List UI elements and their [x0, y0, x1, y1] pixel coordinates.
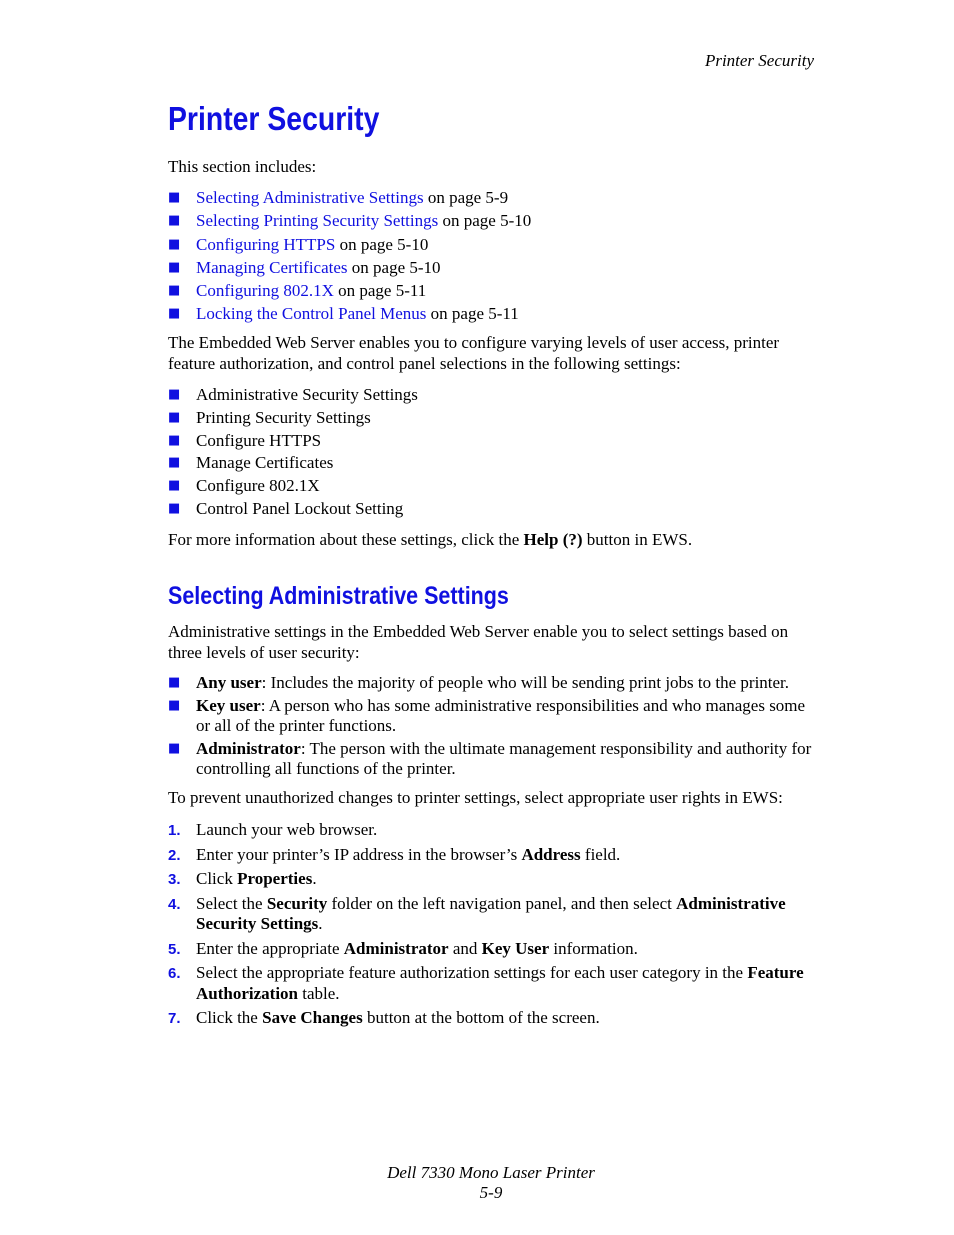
running-header: Printer Security — [704, 51, 814, 70]
user-level-desc: : Includes the majority of people who will be sending print jobs to the printer. — [261, 673, 790, 692]
toc-page-ref: on page 5-9 — [423, 188, 509, 207]
user-level-term: Key user — [196, 695, 261, 715]
section-intro: Administrative settings in the Embedded Web Server enable you to select settings based on three levels of user security: — [168, 622, 789, 662]
settings-item-label: Configure HTTPS — [196, 430, 322, 450]
step-bold-term: Administrator — [343, 938, 449, 958]
user-level-desc: : The person with the ultimate management responsibility and authority for controlling all functions of the printer. — [196, 738, 812, 778]
square-bullet-icon: ■ — [168, 409, 181, 425]
square-bullet-icon: ■ — [168, 283, 181, 299]
step-text: Launch your web browser. — [196, 820, 378, 839]
settings-item — [168, 476, 814, 497]
step-item — [168, 1008, 814, 1029]
step-bold-term: Administrative Security Settings — [196, 893, 786, 933]
step-bold-term: Address — [521, 844, 581, 864]
square-bullet-icon: ■ — [168, 740, 181, 756]
step-text: information. — [549, 938, 638, 958]
step-text: field. — [580, 844, 621, 864]
intro-text: This section includes: — [168, 157, 317, 176]
toc-link[interactable]: Configuring HTTPS — [196, 234, 336, 254]
step-number: 7. — [168, 1010, 181, 1027]
step-number: 1. — [168, 822, 181, 839]
step-text: table. — [298, 983, 340, 1003]
settings-item-label: Control Panel Lockout Setting — [196, 498, 404, 518]
square-bullet-icon: ■ — [168, 387, 181, 402]
square-bullet-icon: ■ — [168, 697, 181, 713]
more-info-before: For more information about these settings, click the — [168, 530, 524, 549]
settings-item-label: Configure 802.1X — [196, 476, 320, 496]
square-bullet-icon: ■ — [168, 500, 181, 516]
step-bold-term: Key User — [481, 938, 550, 958]
help-term: Help (?) — [523, 530, 583, 549]
user-level-item — [168, 673, 814, 694]
user-level-term: Any user — [196, 673, 262, 692]
footer-page-number: 5-9 — [479, 1183, 503, 1202]
user-level-term: Administrator — [196, 738, 301, 758]
square-bullet-icon: ■ — [168, 675, 181, 690]
ews-paragraph: The Embedded Web Server enables you to configure varying levels of user access, printer feature authorization, and control panel selections in the following settings: — [168, 333, 780, 373]
step-item — [168, 939, 814, 960]
toc-item — [168, 188, 814, 209]
step-item — [168, 845, 814, 866]
step-number: 6. — [168, 965, 181, 982]
step-text: and — [448, 938, 482, 958]
step-bold-term: Security — [266, 893, 328, 913]
square-bullet-icon: ■ — [168, 259, 181, 275]
square-bullet-icon: ■ — [168, 478, 181, 494]
step-bold-term: Save Changes — [262, 1008, 363, 1027]
step-item — [168, 894, 814, 935]
settings-item-label: Administrative Security Settings — [196, 385, 418, 404]
toc-page-ref: on page 5-10 — [438, 211, 532, 231]
toc-link[interactable]: Managing Certificates — [196, 257, 348, 277]
step-text: . — [318, 914, 323, 933]
toc-link[interactable]: Locking the Control Panel Menus — [196, 304, 427, 324]
settings-item — [168, 385, 814, 406]
toc-page-ref: on page 5-10 — [335, 234, 429, 254]
prevent-paragraph: To prevent unauthorized changes to printer settings, select appropriate user rights in EWS: — [168, 788, 783, 807]
toc-item — [168, 281, 814, 302]
toc-item — [168, 211, 814, 232]
settings-item-label: Manage Certificates — [196, 453, 334, 473]
step-text: folder on the left navigation panel, and then select — [327, 893, 677, 913]
toc-item — [168, 235, 814, 256]
user-level-item — [168, 739, 814, 780]
more-info-paragraph — [168, 530, 814, 551]
step-number: 3. — [168, 871, 181, 888]
toc-page-ref: on page 5-10 — [347, 257, 441, 277]
footer-product: Dell 7330 Mono Laser Printer — [387, 1163, 595, 1182]
toc-link[interactable]: Configuring 802.1X — [196, 281, 334, 301]
user-level-item — [168, 696, 814, 737]
step-number: 2. — [168, 846, 181, 864]
more-info-after: button in EWS. — [582, 530, 693, 549]
step-text: Select the — [196, 893, 267, 913]
settings-list — [168, 385, 814, 519]
section-title: Selecting Administrative Settings — [168, 582, 509, 610]
step-item — [168, 963, 814, 1004]
step-text: . — [312, 869, 317, 888]
toc-item — [168, 258, 814, 279]
step-text: Enter your printer’s IP address in the browser’s — [196, 844, 522, 864]
settings-item — [168, 499, 814, 520]
user-levels-list — [168, 673, 814, 780]
square-bullet-icon: ■ — [168, 306, 181, 322]
user-level-desc: : A person who has some administrative responsibilities and who manages some or all of the printer functions. — [196, 695, 806, 735]
toc-page-ref: on page 5-11 — [333, 281, 427, 301]
toc-link[interactable]: Selecting Administrative Settings — [196, 188, 424, 207]
square-bullet-icon: ■ — [168, 455, 181, 471]
step-item — [168, 869, 814, 890]
square-bullet-icon: ■ — [168, 190, 181, 205]
toc-link[interactable]: Selecting Printing Security Settings — [196, 211, 439, 231]
step-text: Select the appropriate feature authorization settings for each user category in the — [196, 963, 748, 982]
step-text: Enter the appropriate — [196, 938, 344, 958]
square-bullet-icon: ■ — [168, 236, 181, 252]
square-bullet-icon: ■ — [168, 432, 181, 448]
toc-item — [168, 304, 814, 325]
toc-page-ref: on page 5-11 — [426, 304, 519, 324]
step-number: 5. — [168, 940, 181, 958]
step-number: 4. — [168, 895, 181, 913]
settings-item — [168, 431, 814, 452]
step-text: button at the bottom of the screen. — [362, 1008, 600, 1027]
toc-list — [168, 188, 814, 325]
step-text: Click the — [196, 1008, 263, 1027]
step-text: Click — [196, 869, 238, 888]
page-footer — [0, 1163, 954, 1203]
settings-item-label: Printing Security Settings — [196, 407, 371, 427]
settings-item — [168, 453, 814, 474]
settings-item — [168, 408, 814, 429]
step-bold-term: Feature Authorization — [196, 963, 804, 1003]
page-title: Printer Security — [168, 100, 380, 137]
step-item — [168, 820, 814, 841]
steps-list — [168, 820, 814, 1029]
step-bold-term: Properties — [237, 869, 313, 888]
square-bullet-icon: ■ — [168, 213, 181, 229]
